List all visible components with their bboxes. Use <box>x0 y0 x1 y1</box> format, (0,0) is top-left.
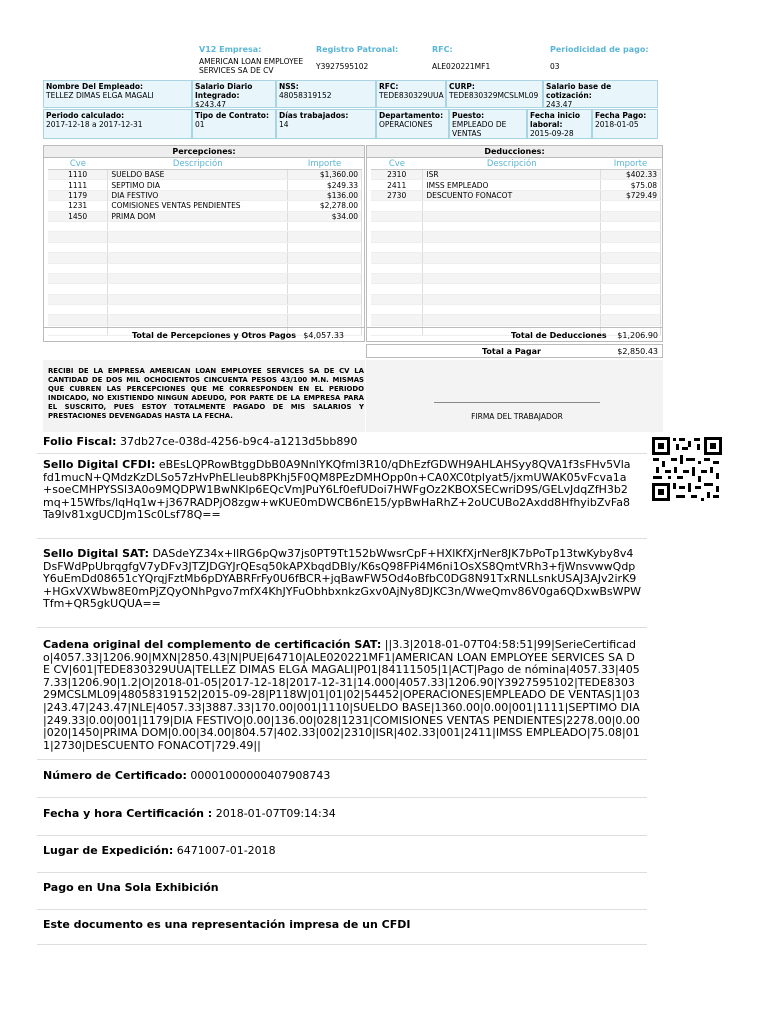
percepciones-total-row <box>44 327 364 343</box>
sbc-cell <box>543 80 658 108</box>
depto-cell <box>376 109 449 139</box>
depto-value: OPERACIONES <box>379 120 433 129</box>
nombre-cell <box>43 80 192 108</box>
table-row <box>48 180 362 190</box>
curp-label: CURP: <box>449 82 475 91</box>
empty-row <box>48 263 362 273</box>
ded-cve: 2411 <box>371 180 423 190</box>
deducciones-panel <box>366 145 663 342</box>
sdi-value: $243.47 <box>195 100 227 108</box>
nss-cell <box>276 80 376 108</box>
perc-cve: 1111 <box>48 180 108 190</box>
folio-section <box>37 434 647 454</box>
percepciones-title: Percepciones: <box>44 146 364 158</box>
perc-total-value: $4,057.33 <box>303 331 344 340</box>
puesto-cell <box>449 109 527 139</box>
perc-cve: 1450 <box>48 211 108 221</box>
fecha-pago-value: 2018-01-05 <box>595 120 639 129</box>
empty-row <box>48 253 362 263</box>
empty-row <box>371 211 661 221</box>
sdi-cell <box>192 80 276 108</box>
inicio-label: Fecha inicio laboral: <box>530 111 581 129</box>
representacion-section <box>37 919 647 945</box>
inicio-value: 2015-09-28 <box>530 129 574 138</box>
perc-header-desc: Descripción <box>108 159 288 170</box>
deducciones-table <box>371 159 661 336</box>
lugar-value: 6471007-01-2018 <box>176 844 276 857</box>
pago-unico-section <box>37 882 647 910</box>
representacion-text: Este documento es una representación impresa de un CFDI <box>43 918 411 931</box>
ded-desc: ISR <box>423 170 601 180</box>
folio-value: 37db27ce-038d-4256-b9c4-a1213d5bb890 <box>120 435 358 448</box>
empty-row <box>371 232 661 242</box>
empty-row <box>371 315 661 325</box>
table-row <box>48 190 362 200</box>
ded-importe: $402.33 <box>601 170 661 180</box>
firma-line <box>434 402 600 403</box>
perc-desc: DIA FESTIVO <box>108 190 288 200</box>
nss-value: 48058319152 <box>279 91 332 100</box>
dias-cell <box>276 109 376 139</box>
registro-value: Y3927595102 <box>316 62 369 71</box>
empty-row <box>48 305 362 315</box>
tipo-label: Tipo de Contrato: <box>195 111 269 120</box>
fecha-cert-label: Fecha y hora Certificación : <box>43 807 213 820</box>
perc-cve: 1179 <box>48 190 108 200</box>
empty-row <box>371 263 661 273</box>
perc-desc: SEPTIMO DIA <box>108 180 288 190</box>
deducciones-total-row <box>367 327 662 343</box>
empty-row <box>371 201 661 211</box>
ded-desc: DESCUENTO FONACOT <box>423 190 601 200</box>
nss-label: NSS: <box>279 82 299 91</box>
fecha-cert-section <box>37 808 647 836</box>
ded-header-desc: Descripción <box>423 159 601 170</box>
rfc-value: ALE020221MF1 <box>432 62 491 71</box>
empty-row <box>371 273 661 283</box>
empty-row <box>371 242 661 252</box>
empresa-label: V12 Empresa: <box>199 45 262 54</box>
perc-cve: 1231 <box>48 201 108 211</box>
firma-label: FIRMA DEL TRABAJADOR <box>471 412 563 421</box>
sello-sat-section <box>37 548 647 628</box>
pago-unico-text: Pago en Una Sola Exhibición <box>43 881 219 894</box>
periodo-cell <box>43 109 192 139</box>
sbc-value: 243.47 <box>546 100 573 108</box>
table-row <box>371 170 661 180</box>
ded-importe: $75.08 <box>601 180 661 190</box>
total-pagar-label: Total a Pagar <box>482 347 541 356</box>
ded-header-cve: Cve <box>371 159 423 170</box>
nombre-label: Nombre Del Empleado: <box>46 82 144 91</box>
periodo-value: 2017-12-18 a 2017-12-31 <box>46 120 143 129</box>
cadena-section <box>37 639 647 760</box>
table-row <box>371 190 661 200</box>
periodo-label: Periodo calculado: <box>46 111 125 120</box>
inicio-cell <box>527 109 592 139</box>
empty-row <box>371 294 661 304</box>
sbc-label: Salario base de cotización: <box>546 82 612 100</box>
ded-total-label: Total de Deducciones <box>511 331 607 340</box>
empty-row <box>48 284 362 294</box>
emp-rfc-cell <box>376 80 446 108</box>
total-pagar-value: $2,850.43 <box>617 347 658 356</box>
perc-total-label: Total de Percepciones y Otros Pagos <box>132 331 296 340</box>
puesto-label: Puesto: <box>452 111 485 120</box>
percepciones-panel <box>43 145 365 342</box>
ded-header-importe: Importe <box>601 159 661 170</box>
fecha-cert-value: 2018-01-07T09:14:34 <box>215 807 336 820</box>
tipo-value: 01 <box>195 120 205 129</box>
ded-importe: $729.49 <box>601 190 661 200</box>
certificado-section <box>37 770 647 798</box>
sello-sat-value: DASdeYZ34x+llRG6pQw37js0PT9Tt152bWwsrCpF+HXlKfXjrNer8JK7bPoTp13twKyby8v4DsFWdPpUbrqgfgV7yDFv3JTZJDGYJrQEsq50kAPXbqdDBly/K6sQ98FPi4M6ni1OsXS8QmtVRh3+fjWnsvwwQdpY6uEmDd08651cYQrqjFztMb6pDYABRFrFy0U6fBCR+jqBawFW5Od4oBfbC0DG8N91TxRNLLsnkUSAJ3AJv2irK9+HGxVXWbw8E0mPjZQyONhPgvo7mfX4KhJYFuObhbxnkzGxv0AjNy8DJKC3n/WweQmv86V0ga6QDxwBsWPWTfm+QR5gkUQUA== <box>43 547 642 611</box>
perc-importe: $2,278.00 <box>288 201 362 211</box>
ded-desc: IMSS EMPLEADO <box>423 180 601 190</box>
certificado-value: 00001000000407908743 <box>190 769 331 782</box>
perc-desc: SUELDO BASE <box>108 170 288 180</box>
sello-sat-label: Sello Digital SAT: <box>43 547 150 560</box>
dias-value: 14 <box>279 120 289 129</box>
empty-row <box>48 232 362 242</box>
sello-cfdi-section <box>37 459 647 539</box>
cadena-label: Cadena original del complemento de certificación SAT: <box>43 638 382 651</box>
empty-row <box>48 221 362 231</box>
empty-row <box>371 284 661 294</box>
sello-cfdi-value: eBEsLQPRowBtggDbB0A9NnlYKQfml3R10/qDhEzfGDWH9AHLAHSyy8QVA1f3sFHv5Vlafd1mucN+QMdzKzDLSo57zHvPhELleub8PKhj5F0QM8PEzDMHOpp0n+CA0XC0tplyat5/jxmUWAK05vFcva1a+soeCMHPYSSl3A0o9MQDPW1BwNKlp6EQcVmJPuY6Lf0efUDoi7HWFgOz2KBOXSECwriD9S/GELvJdqZfH3b2mq+15Wfbs/lqHq1w+j367RADPjO8zgw+wKUE0mDWCB6nE15/ypBwHaRhZ+2oUCUBo2Axdd8HfhyibZvFa8Ta9lv81xgUCDJm1Sc0Lsf78Q== <box>43 458 631 522</box>
perc-importe: $136.00 <box>288 190 362 200</box>
perc-importe: $1,360.00 <box>288 170 362 180</box>
rfc-label: RFC: <box>432 45 453 54</box>
perc-importe: $249.33 <box>288 180 362 190</box>
cadena-value: ||3.3|2018-01-07T04:58:51|99|SerieCertificado|4057.33|1206.90|MXN|2850.43|N|PUE|64710|ALE020221MF1|AMERICAN LOAN EMPLOYEE SERVICES SA DE CV|601|TEDE830329UUA|TELLEZ DIMAS ELGA MAGALI|P01|84111505|1|ACT|Pago de nómina|4057.33|4057.33|1206.90|1.2|O|2018-01-05|2017-12-18|2017-12-31|14.000|4057.33|1206.90|Y3927595102|TEDE830329MCSLML09|48058319152|2015-09-28|P118W|01|01|02|54452|OPERACIONES|EMPLEADO DE VENTAS|1|03|243.47|243.47|NLE|4057.33|3887.33|170.00|001|1110|SUELDO BASE|1360.00|0.00|001|1111|SEPTIMO DIA|249.33|0.00|001|1179|DIA FESTIVO|0.00|136.00|028|1231|COMISIONES VENTAS PENDIENTES|2278.00|0.00|020|1450|PRIMA DOM|0.00|34.00|804.57|402.33|002|2310|ISR|402.33|001|2411|IMSS EMPLEADO|75.08|011|2730|DESCUENTO FONACOT|729.49|| <box>43 638 640 752</box>
table-row <box>371 180 661 190</box>
sdi-label: Salario Diario Integrado: <box>195 82 253 100</box>
nombre-value: TELLEZ DIMAS ELGA MAGALI <box>46 91 154 100</box>
empresa-value: AMERICAN LOAN EMPLOYEE SERVICES SA DE CV <box>199 57 304 75</box>
certificado-label: Número de Certificado: <box>43 769 187 782</box>
ded-cve: 2310 <box>371 170 423 180</box>
empty-row <box>371 305 661 315</box>
percepciones-table <box>48 159 362 336</box>
ded-cve: 2730 <box>371 190 423 200</box>
dias-label: Días trabajados: <box>279 111 349 120</box>
empty-row <box>48 294 362 304</box>
ded-total-value: $1,206.90 <box>617 331 658 340</box>
perc-header-cve: Cve <box>48 159 108 170</box>
table-row <box>48 170 362 180</box>
tipo-cell <box>192 109 276 139</box>
recibo-text: RECIBI DE LA EMPRESA AMERICAN LOAN EMPLOYEE SERVICES SA DE CV LA CANTIDAD DE DOS MIL OCHOCIENTOS CINCUENTA PESOS 43/100 M.N. MISMAS QUE CUBREN LAS PERCEPCIONES QUE ME CORRESPONDEN EN EL PERIODO INDICADO, NO EXISTIENDO NINGUN ADEUDO, POR PARTE DE LA EMPRESA PARA EL SUSCRITO, PUES ESTOY TOTALMENTE PAGADO DE MIS SALARIOS Y PRESTACIONES DEVENGADAS HASTA LA FECHA. <box>48 367 364 420</box>
periodicidad-label: Periodicidad de pago: <box>550 45 649 54</box>
registro-label: Registro Patronal: <box>316 45 399 54</box>
perc-desc: PRIMA DOM <box>108 211 288 221</box>
empty-row <box>48 315 362 325</box>
deducciones-title: Deducciones: <box>367 146 662 158</box>
sello-cfdi-label: Sello Digital CFDI: <box>43 458 156 471</box>
perc-cve: 1110 <box>48 170 108 180</box>
emp-rfc-label: RFC: <box>379 82 399 91</box>
lugar-section <box>37 845 647 873</box>
curp-value: TEDE830329MCSLML09 <box>449 91 539 100</box>
fecha-pago-cell <box>592 109 658 139</box>
periodicidad-value: 03 <box>550 62 560 71</box>
table-row <box>48 201 362 211</box>
table-row <box>48 211 362 221</box>
perc-desc: COMISIONES VENTAS PENDIENTES <box>108 201 288 211</box>
qr-code-icon <box>651 436 723 502</box>
total-pagar-row <box>366 344 663 358</box>
empty-row <box>48 242 362 252</box>
folio-label: Folio Fiscal: <box>43 435 117 448</box>
emp-rfc-value: TEDE830329UUA <box>379 91 444 100</box>
empty-row <box>48 273 362 283</box>
curp-cell <box>446 80 543 108</box>
empty-row <box>371 221 661 231</box>
lugar-label: Lugar de Expedición: <box>43 844 174 857</box>
depto-label: Departamento: <box>379 111 444 120</box>
perc-importe: $34.00 <box>288 211 362 221</box>
perc-header-importe: Importe <box>288 159 362 170</box>
fecha-pago-label: Fecha Pago: <box>595 111 647 120</box>
recibo-box <box>43 360 365 432</box>
empty-row <box>371 253 661 263</box>
puesto-value: EMPLEADO DE VENTAS <box>452 120 507 138</box>
firma-box <box>366 360 663 432</box>
